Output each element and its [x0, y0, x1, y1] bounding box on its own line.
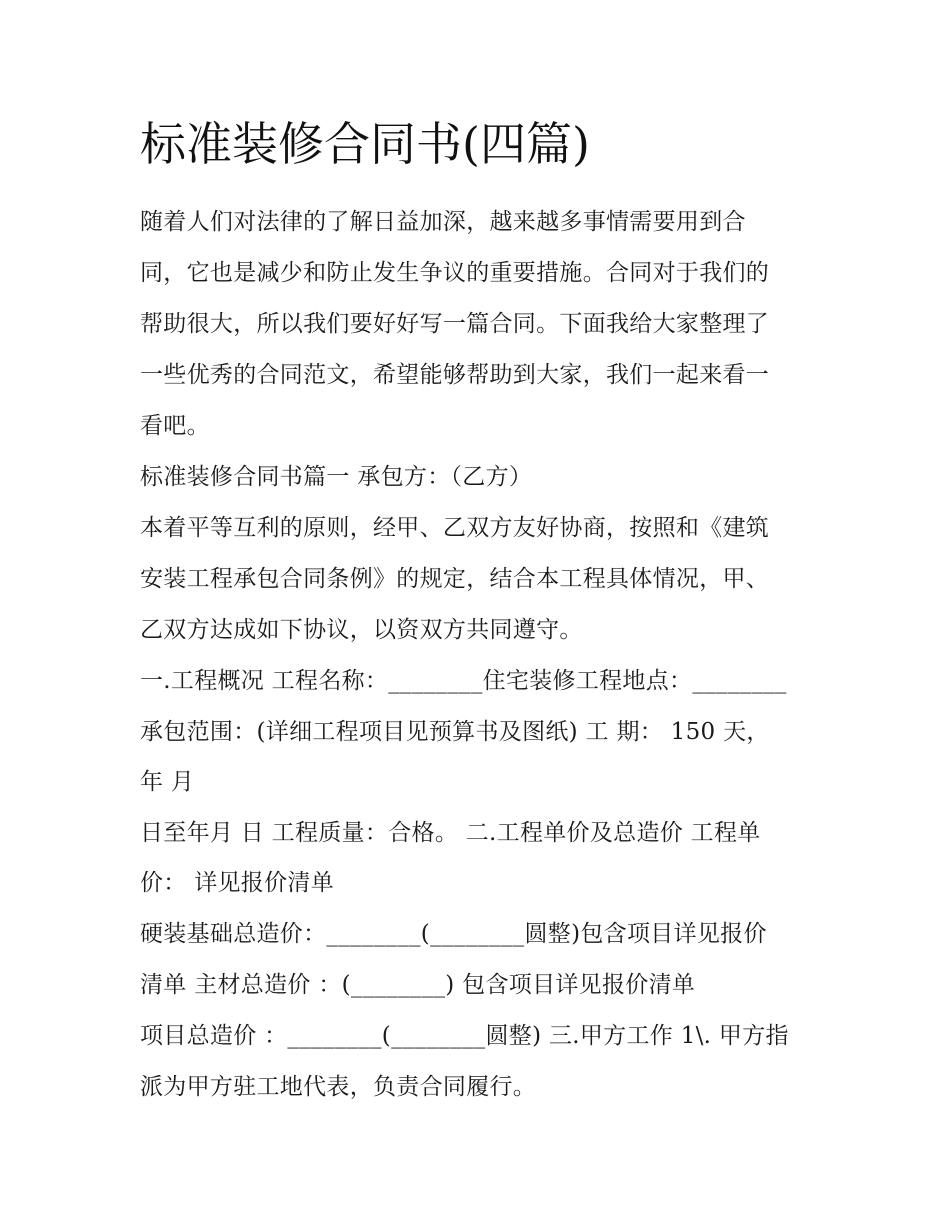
paragraph-line: 标准装修合同书篇一 承包方：（乙方） — [140, 464, 533, 490]
paragraph-line: 年 月 — [140, 769, 195, 795]
paragraph-line: 随着人们对法律的了解日益加深，越来越多事情需要用到合 — [140, 209, 746, 235]
paragraph-line: 项目总造价 ：________(________圆整) 三.甲方工作 1\. 甲方指 — [140, 1023, 789, 1049]
paragraph-line: 帮助很大，所以我们要好好写一篇合同。下面我给大家整理了 — [140, 311, 770, 337]
paragraph-line: 硬装基础总造价：________(________圆整)包含项目详见报价 — [140, 921, 767, 947]
paragraph-line: 清单 主材总造价 ：(________) 包含项目详见报价清单 — [140, 972, 696, 998]
paragraph-line: 乙双方达成如下协议，以资双方共同遵守。 — [140, 617, 583, 643]
paragraph-line: 价： 详见报价清单 — [140, 870, 335, 896]
paragraph-line: 同，它也是减少和防止发生争议的重要措施。合同对于我们的 — [140, 260, 770, 286]
paragraph-line: 一.工程概况 工程名称：________住宅装修工程地点：________ — [140, 668, 787, 694]
document-title: 标准装修合同书(四篇) — [140, 117, 590, 171]
paragraph-line: 看吧。 — [140, 413, 210, 439]
paragraph-line: 安装工程承包合同条例》的规定，结合本工程具体情况，甲、 — [140, 566, 770, 592]
paragraph-line: 本着平等互利的原则，经甲、乙双方友好协商，按照和《建筑 — [140, 515, 770, 541]
paragraph-line: 承包范围：(详细工程项目见预算书及图纸) 工 期： 150 天， — [140, 719, 770, 745]
paragraph-line: 日至年月 日 工程质量：合格。 二.工程单价及总造价 工程单 — [140, 820, 761, 846]
paragraph-line: 一些优秀的合同范文，希望能够帮助到大家，我们一起来看一 — [140, 362, 770, 388]
paragraph-line: 派为甲方驻工地代表，负责合同履行。 — [140, 1074, 537, 1100]
